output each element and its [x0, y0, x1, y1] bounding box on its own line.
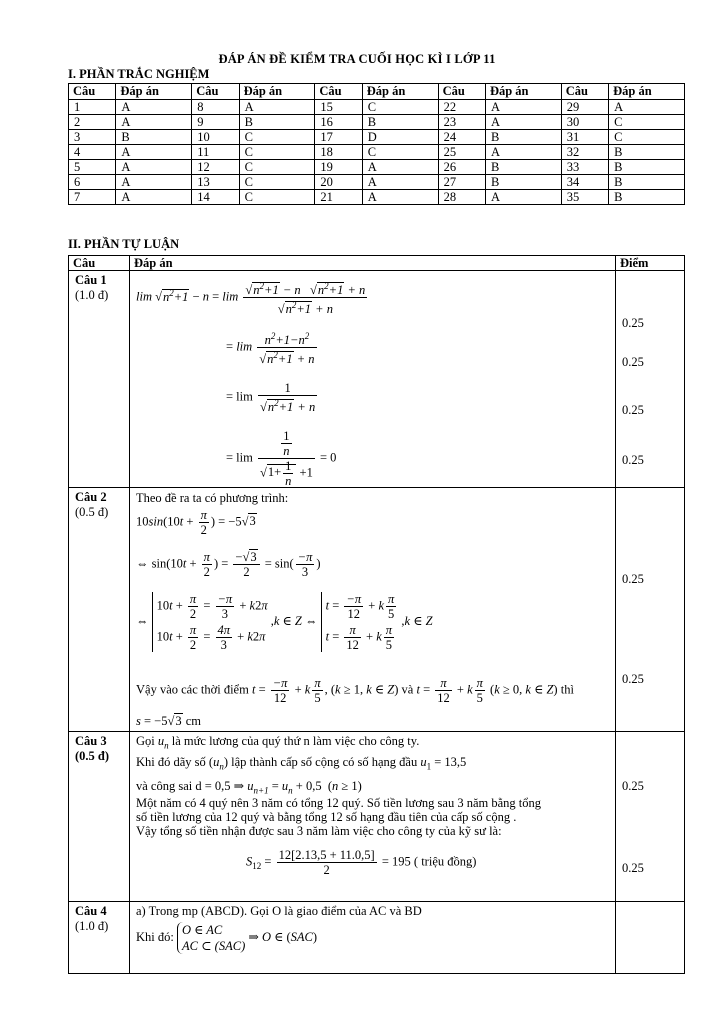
essay-header-answer: Đáp án [130, 256, 616, 271]
mc-question-number: 31 [561, 130, 608, 145]
mc-question-number: 9 [192, 115, 239, 130]
mc-question-number: 11 [192, 145, 239, 160]
q1-label: Câu 1 [75, 273, 107, 287]
q1-step4: = lim $\frac{1}{n}$ √1+ $\frac{1}{n}$ +1 = 0 [226, 429, 337, 488]
essay-row-q4 [69, 902, 685, 974]
mc-answer: A [485, 190, 561, 205]
mc-answer: C [239, 190, 315, 205]
mc-answer: C [609, 130, 685, 145]
q3-formula: $S_{12}$ = $\frac{12[2.13,5 + 11.0,5]}{2}$ = 195 ( triệu đồng) [246, 848, 477, 877]
mc-row [69, 100, 685, 115]
mc-question-number: 13 [192, 175, 239, 190]
mc-answer: A [485, 115, 561, 130]
q2-eq2: ⇔ sin(10t + $\frac{\pi}{2}$ ) = $\frac{-√3}{2}$ = sin( $\frac{-\pi}{3}$ ) [136, 550, 321, 579]
mc-question-number: 1 [69, 100, 116, 115]
mc-answer: C [362, 145, 438, 160]
q3-answer [130, 732, 616, 902]
mc-answer: B [609, 175, 685, 190]
mc-question-number: 14 [192, 190, 239, 205]
mc-question-number: 2 [69, 115, 116, 130]
mc-header-0: Câu [69, 84, 116, 100]
q1-step2: = lim $\frac{n^2+1-n^2}{√n^2+1 + n}$ [226, 331, 315, 367]
mc-header-1: Đáp án [116, 84, 192, 100]
mc-header-4: Câu [315, 84, 362, 100]
mc-answer: D [362, 130, 438, 145]
q3-score-2: 0.25 [622, 861, 644, 875]
mc-answer: A [362, 190, 438, 205]
q3-points: (0.5 đ) [75, 749, 110, 763]
mc-header-8: Câu [561, 84, 608, 100]
q1-points: (1.0 đ) [75, 288, 109, 302]
q2-points: (0.5 đ) [75, 505, 109, 519]
mc-header-7: Đáp án [485, 84, 561, 100]
q2-score-1: 0.25 [622, 572, 644, 586]
part2-heading: II. PHẦN TỰ LUẬN [68, 237, 180, 251]
q1-score-3: 0.25 [622, 403, 644, 417]
mc-question-number: 10 [192, 130, 239, 145]
mc-question-number: 8 [192, 100, 239, 115]
mc-question-number: 32 [561, 145, 608, 160]
part1-heading: I. PHẦN TRẮC NGHIỆM [68, 67, 210, 81]
q2-label: Câu 2 [75, 490, 107, 504]
mc-header-9: Đáp án [609, 84, 685, 100]
mc-question-number: 30 [561, 115, 608, 130]
mc-answer: A [116, 100, 192, 115]
q2-conclusion: Vậy vào các thời điểm t = $\frac{-\pi}{12}$ + k $\frac{\pi}{5}$ , (k ≥ 1, k ∈ Z) và t = $\frac{\pi}{12}$ + k $\frac{\pi}{5}$ (k ≥ 0, k ∈ Z) thì [136, 676, 574, 705]
mc-answer: A [116, 190, 192, 205]
mc-question-number: 4 [69, 145, 116, 160]
mc-header-5: Đáp án [362, 84, 438, 100]
mc-answer: A [239, 100, 315, 115]
mc-answer: A [116, 175, 192, 190]
q3-scores [616, 732, 685, 902]
mc-answer: A [362, 160, 438, 175]
page-title: ĐÁP ÁN ĐỀ KIỂM TRA CUỐI HỌC KÌ I LỚP 11 [218, 52, 496, 66]
mc-question-number: 12 [192, 160, 239, 175]
q3-line1: Gọi $u_n$ là mức lương của quý thứ n làm việc cho công ty. [136, 734, 420, 751]
q2-eq3: ⇔ 10t + $\frac{\pi}{2}$ = $\frac{-\pi}{3}$ + k2π 10t + $\frac{\pi}{2}$ = $\frac{4\pi}{3}$ + k2π ,k ∈ Z ⇔ t = $\frac{-\pi}{12}$ + k $\frac{\pi}{5}$ t = $\frac{\pi}{12}$ + k $\frac{\pi}{5}$ ,k ∈ Z [136, 592, 433, 652]
mc-answer: A [116, 160, 192, 175]
mc-question-number: 26 [438, 160, 485, 175]
mc-question-number: 18 [315, 145, 362, 160]
q3-line2: Khi đó dãy số $(u_n)$ lập thành cấp số cộng có số hạng đầu $u_1 = 13,5$ [136, 755, 467, 772]
mc-question-number: 15 [315, 100, 362, 115]
mc-answer: A [116, 115, 192, 130]
mc-answer: A [116, 145, 192, 160]
mc-answer: C [239, 145, 315, 160]
mc-question-number: 5 [69, 160, 116, 175]
q1-scores [616, 271, 685, 488]
mc-question-number: 35 [561, 190, 608, 205]
mc-row [69, 130, 685, 145]
mc-answer: A [485, 145, 561, 160]
q3-line3: và công sai d = 0,5 ⇒ $u_{n+1} = u_n + 0,5$ (n ≥ 1) [136, 779, 362, 796]
q2-scores [616, 488, 685, 732]
mc-answer: B [239, 115, 315, 130]
essay-row-q1 [69, 271, 685, 488]
q3-line4: Một năm có 4 quý nên 3 năm có tổng 12 quý. Số tiền lương sau 3 năm bằng tổng [136, 796, 542, 810]
essay-header-score: Điểm [616, 256, 685, 271]
mc-answer: A [609, 100, 685, 115]
mc-header-3: Đáp án [239, 84, 315, 100]
mc-question-number: 17 [315, 130, 362, 145]
multiple-choice-table [68, 83, 685, 205]
mc-question-number: 34 [561, 175, 608, 190]
mc-row [69, 145, 685, 160]
mc-answer: C [239, 175, 315, 190]
q2-score-2: 0.25 [622, 672, 644, 686]
q4-label: Câu 4 [75, 904, 107, 918]
mc-answer: B [485, 175, 561, 190]
q3-score-1: 0.25 [622, 779, 644, 793]
mc-header-2: Câu [192, 84, 239, 100]
q1-answer [130, 271, 616, 488]
mc-answer: B [609, 190, 685, 205]
mc-header-6: Câu [438, 84, 485, 100]
mc-answer: C [239, 130, 315, 145]
q4-line1: a) Trong mp (ABCD). Gọi O là giao điểm của AC và BD [136, 904, 422, 918]
mc-answer: B [609, 160, 685, 175]
mc-question-number: 22 [438, 100, 485, 115]
mc-answer: C [362, 100, 438, 115]
q3-line6: Vậy tổng số tiền nhận được sau 3 năm làm việc cho công ty của kỹ sư là: [136, 824, 502, 838]
essay-header-q: Câu [69, 256, 130, 271]
mc-row [69, 115, 685, 130]
q1-score-2: 0.25 [622, 355, 644, 369]
q1-step3: = lim $\frac{1}{√n^2+1 + n}$ [226, 381, 316, 415]
mc-row [69, 160, 685, 175]
q2-eq1: 10sin(10t + $\frac{\pi}{2}$ ) = −5√3 [136, 508, 256, 537]
q2-answer [130, 488, 616, 732]
mc-question-number: 7 [69, 190, 116, 205]
mc-question-number: 19 [315, 160, 362, 175]
mc-row [69, 175, 685, 190]
mc-question-number: 6 [69, 175, 116, 190]
mc-question-number: 20 [315, 175, 362, 190]
mc-question-number: 29 [561, 100, 608, 115]
q3-line5: số tiền lương của 12 quý và bằng tổng 12 số hạng đầu tiên của cấp số cộng . [136, 810, 517, 824]
q1-score-4: 0.25 [622, 453, 644, 467]
q2-intro: Theo đề ra ta có phương trình: [136, 491, 289, 505]
mc-question-number: 21 [315, 190, 362, 205]
mc-answer: B [362, 115, 438, 130]
mc-answer: B [485, 160, 561, 175]
q1-step1: $\lim √n^2+1 - n = \lim$ $\frac{√n^2+1 - n √n^2+1 + n}{√n^2+1 + n}$ [136, 281, 366, 317]
q4-answer [130, 902, 616, 974]
mc-question-number: 25 [438, 145, 485, 160]
q4-line2: Khi đó: O ∈ AC AC ⊂ (SAC) ⇒ O ∈ (SAC) [136, 923, 318, 953]
q3-label: Câu 3 [75, 734, 107, 748]
mc-question-number: 28 [438, 190, 485, 205]
mc-answer: B [485, 130, 561, 145]
q2-result: s = −5√3 cm [136, 714, 201, 728]
mc-question-number: 33 [561, 160, 608, 175]
mc-answer: B [116, 130, 192, 145]
mc-answer: C [609, 115, 685, 130]
mc-answer: A [362, 175, 438, 190]
mc-answer: A [485, 100, 561, 115]
essay-table [68, 255, 685, 974]
q4-points: (1.0 đ) [75, 919, 109, 933]
q1-score-1: 0.25 [622, 316, 644, 330]
essay-row-q3 [69, 732, 685, 902]
mc-question-number: 16 [315, 115, 362, 130]
mc-question-number: 27 [438, 175, 485, 190]
mc-question-number: 23 [438, 115, 485, 130]
mc-question-number: 24 [438, 130, 485, 145]
essay-row-q2 [69, 488, 685, 732]
mc-answer: C [239, 160, 315, 175]
mc-row [69, 190, 685, 205]
mc-question-number: 3 [69, 130, 116, 145]
mc-answer: B [609, 145, 685, 160]
